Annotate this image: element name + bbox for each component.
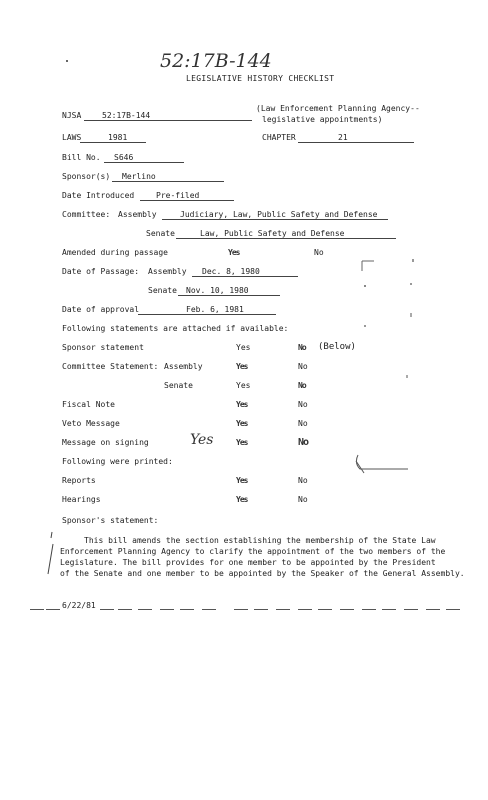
committee-statement-senate-label: Senate [164,381,193,390]
footer-dash [276,609,290,610]
amended-no: No [314,248,324,257]
committee-assembly-value: Judiciary, Law, Public Safety and Defense [180,210,378,219]
statement-line-1: This bill amends the section establishing the membership of the State Law [84,536,436,545]
handwritten-file-number: 52:17B-144 [160,50,272,72]
committee-statement-label: Committee Statement: [62,362,159,371]
subject-line-1: (Law Enforcement Planning Agency-- [256,104,420,113]
committee-statement-senate-no: No [298,381,306,390]
veto-message-yes: Yes [236,419,248,428]
signing-message-yes: Yes [236,438,248,447]
footer-code: 6/22/81 [62,601,96,610]
footer-dash [234,609,248,610]
printed-heading: Following were printed: [62,457,173,466]
njsa-number: 52:17B-144 [102,111,151,120]
chapter-value: 21 [338,133,348,142]
page-title: LEGISLATIVE HISTORY CHECKLIST [186,74,335,83]
laws-value-field [80,133,146,143]
amended-label: Amended during passage [62,248,168,257]
reports-yes: Yes [236,476,248,485]
bill-label: Bill No. [62,153,101,162]
approval-value: Feb. 6, 1981 [186,305,244,314]
passage-senate-field [178,286,280,296]
hearings-label: Hearings [62,495,101,504]
committee-label: Committee: [62,210,111,219]
sponsor-label: Sponsor(s) [62,172,111,181]
footer-dash [180,609,194,610]
sponsor-value: Merlino [122,172,156,181]
date-introduced-value: Pre-filed [156,191,200,200]
sponsor-statement-body [60,535,465,579]
fiscal-note-yes: Yes [236,400,248,409]
approval-label: Date of approval [62,305,140,314]
footer-dash [362,609,376,610]
statement-line-3: Legislature. The bill provides for one member to be appointed by the President [60,558,436,567]
njsa-label: NJSA [62,111,82,120]
committee-senate-label: Senate [146,229,175,238]
footer-dash [446,609,460,610]
sponsor-statement-heading: Sponsor's statement: [62,516,159,525]
footer-dash [404,609,418,610]
sponsor-statement-yes: Yes [236,343,251,352]
laws-label: LAWS [62,133,82,142]
footer-dash [160,609,174,610]
statements-heading: Following statements are attached if available: [62,324,289,333]
laws-value: 1981 [108,133,128,142]
chapter-label: CHAPTER [262,133,296,142]
passage-senate-value: Nov. 10, 1980 [186,286,249,295]
hearings-no: No [298,495,308,504]
signing-message-label: Message on signing [62,438,149,447]
footer-dash [138,609,152,610]
footer-dash [254,609,268,610]
sponsor-statement-no: No [298,343,306,352]
footer-dash [318,609,332,610]
scan-speck [66,60,68,62]
passage-label: Date of Passage: [62,267,140,276]
date-introduced-field [140,191,234,201]
committee-statement-assembly-no: No [298,362,308,371]
fiscal-note-no: No [298,400,308,409]
statement-line-2: Enforcement Planning Agency to clarify the appointment of the two members of the [60,547,446,556]
margin-bracket-marks [350,255,430,485]
njsa-value [84,111,252,121]
signing-message-no: No [298,437,309,448]
bill-value: S646 [114,153,134,162]
passage-assembly-value: Dec. 8, 1980 [202,267,260,276]
committee-statement-assembly-label: Assembly [164,362,203,371]
committee-statement-senate-yes: Yes [236,381,251,390]
sponsor-statement-note: (Below) [318,342,356,352]
footer-dash [100,609,114,610]
footer-dash [46,609,60,610]
committee-assembly-field [162,210,388,220]
footer-dash [340,609,354,610]
reports-no: No [298,476,308,485]
committee-assembly-label: Assembly [118,210,157,219]
statement-line-4: of the Senate and one member to be appointed by the Speaker of the General Assembly. [60,569,465,578]
hearings-yes: Yes [236,495,248,504]
date-introduced-label: Date Introduced [62,191,135,200]
footer-dash [202,609,216,610]
passage-assembly-label: Assembly [148,267,187,276]
fiscal-note-label: Fiscal Note [62,400,115,409]
amended-yes: Yes [228,248,240,257]
footer-dash [30,609,44,610]
footer-dash [382,609,396,610]
footer-dash [118,609,132,610]
veto-message-no: No [298,419,308,428]
bill-value-field [104,153,184,163]
veto-message-label: Veto Message [62,419,120,428]
passage-senate-label: Senate [148,286,177,295]
approval-field [138,305,276,315]
footer-dash [298,609,312,610]
committee-statement-assembly-yes: Yes [236,362,248,371]
chapter-value-field [298,133,414,143]
committee-senate-field [176,229,396,239]
footer-dash [426,609,440,610]
sponsor-value-field [112,172,224,182]
passage-assembly-field [192,267,298,277]
signing-handwritten-yes: Yes [190,432,214,448]
committee-senate-value: Law, Public Safety and Defense [200,229,345,238]
subject-line-2: legislative appointments) [262,115,383,124]
reports-label: Reports [62,476,96,485]
margin-slash-mark [46,530,56,578]
sponsor-statement-label: Sponsor statement [62,343,144,352]
